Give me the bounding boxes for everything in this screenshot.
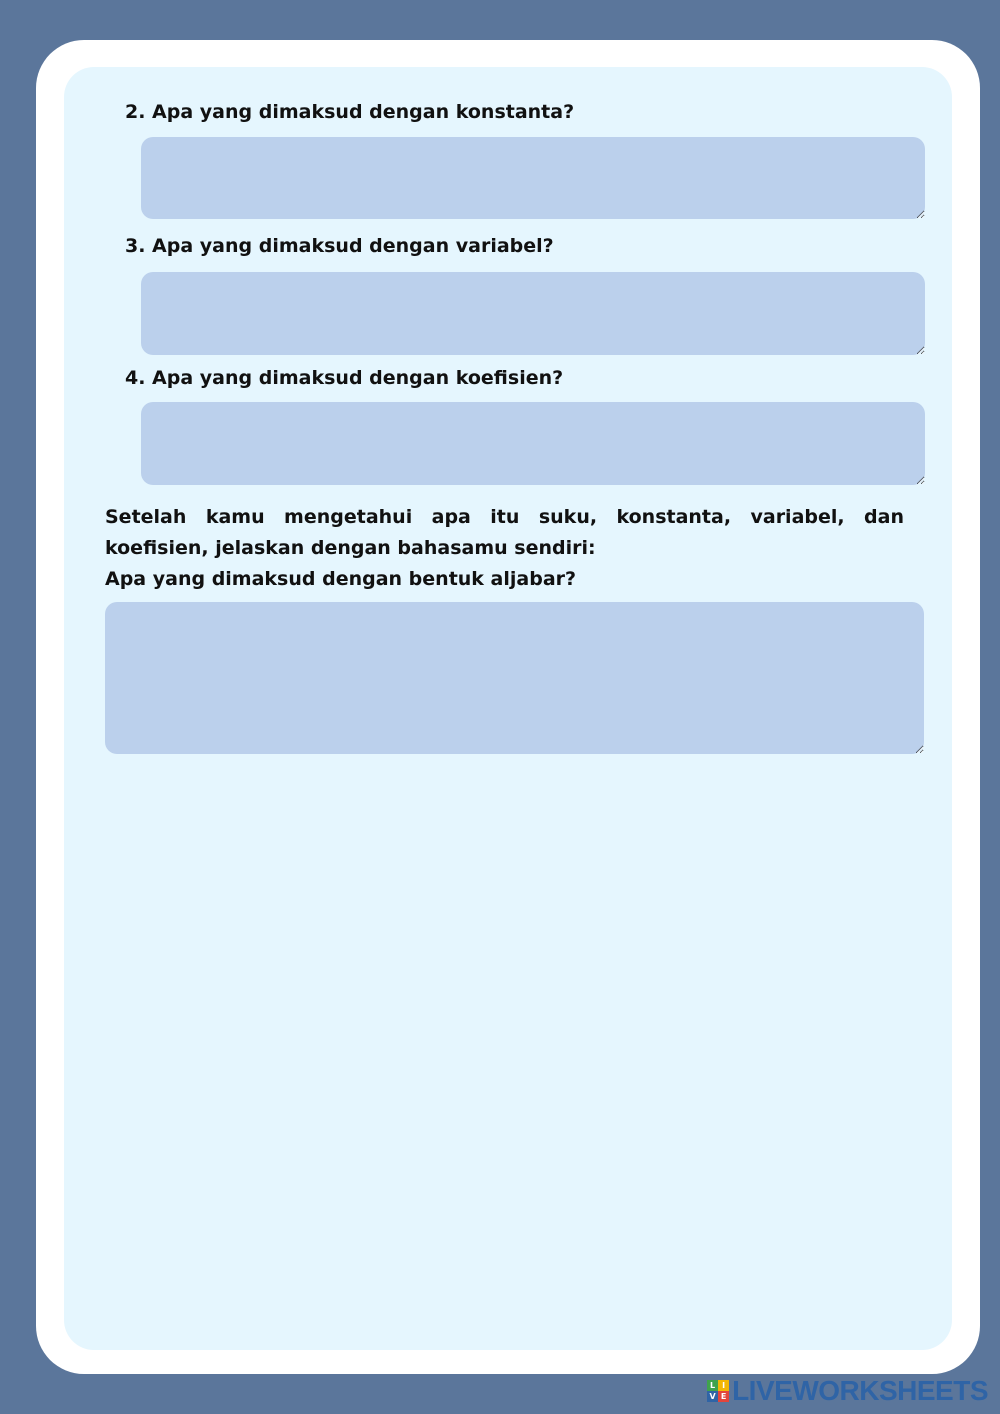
logo-letter-i: I <box>718 1380 729 1391</box>
answer-box-koefisien[interactable] <box>141 402 925 485</box>
answer-box-variabel[interactable] <box>141 272 925 355</box>
summary-question: Apa yang dimaksud dengan bentuk aljabar? <box>105 568 577 590</box>
brand-name: LIVEWORKSHEETS <box>732 1375 988 1406</box>
answer-box-bentuk-aljabar[interactable] <box>105 602 924 754</box>
answer-box-konstanta[interactable] <box>141 137 925 219</box>
question-4-label: 4. Apa yang dimaksud dengan koefisien? <box>125 367 564 389</box>
liveworksheets-logo-icon <box>707 1380 729 1402</box>
summary-instruction: Setelah kamu mengetahui apa itu suku, konstanta, variabel, dan koefisien, jelaskan dengan bahasamu sendiri: <box>105 506 904 559</box>
liveworksheets-brand[interactable] <box>707 1374 988 1408</box>
question-3-label: 3. Apa yang dimaksud dengan variabel? <box>125 235 554 257</box>
logo-letter-l: L <box>707 1380 718 1391</box>
logo-letter-e: E <box>718 1391 729 1402</box>
logo-letter-v: V <box>707 1391 718 1402</box>
question-2-label: 2. Apa yang dimaksud dengan konstanta? <box>125 101 575 123</box>
